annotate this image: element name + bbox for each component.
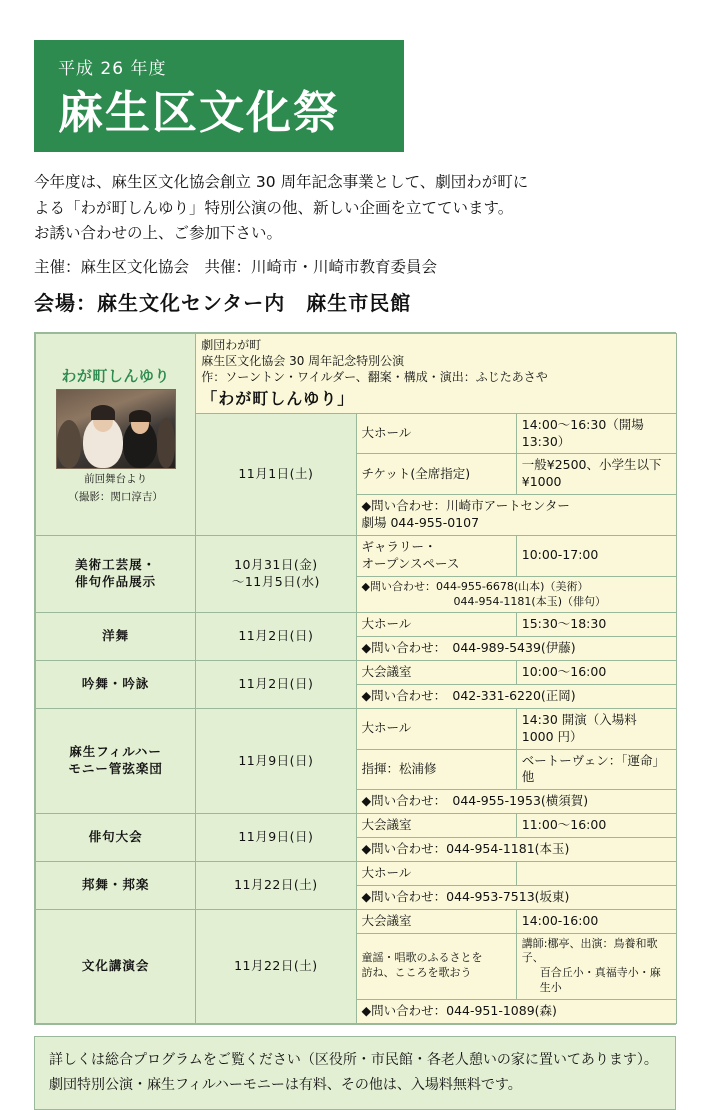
row-detail-0-1: 一般¥2500、小学生以下¥1000 [516,454,676,495]
row-detail-4-1: ベートーヴェン：「運命」他 [516,749,676,790]
row-contact-0 [356,495,677,536]
row-date-5: 11月9日(日) [196,814,356,862]
row-name-1-line2: 俳句作品展示 [75,574,157,590]
table-row [36,535,677,576]
schedule-table-wrapper [34,332,676,1025]
row-contact-5: ◆問い合わせ：044-954-1181(本玉) [356,838,677,862]
table-row [36,814,677,838]
row-detail-1-0: 10:00-17:00 [516,535,676,576]
row-place-5-0: 大会議室 [356,814,516,838]
footer-note [34,1036,676,1110]
row-place-2-0: 大ホール [356,613,516,637]
row-date-1 [196,535,356,612]
feature-note: 麻生区文化協会 30 周年記念特別公演 [201,353,405,368]
row-name-4-line2: モニー管弦楽団 [68,761,163,777]
row-place-7-1 [356,933,516,999]
table-row [36,909,677,933]
row-contact-1-line1: ◆問い合わせ：044-955-6678(山本)（美術） [361,579,589,593]
row-name-1-line1: 美術工芸展・ [75,557,157,573]
row-detail-6-0 [516,861,676,885]
feature-group: 劇団わが町 [201,337,262,352]
row-contact-0-line1: ◆問い合わせ：川崎市アートセンター [361,498,570,514]
row-name-4-line1: 麻生フィルハー [69,744,162,760]
row-contact-7: ◆問い合わせ：044-951-1089(森) [356,999,677,1023]
intro-text [34,170,676,319]
table-row [36,613,677,637]
row-place-7-1-line2: 訪ね、こころを歌おう [361,966,472,980]
row-date-1-line2: ～11月5日(水) [231,574,320,590]
row-place-6-0: 大ホール [356,861,516,885]
row-place-1-0 [356,535,516,576]
row-contact-1-line2: 044-954-1181(本玉)（俳句） [453,594,607,608]
row-date-1-line1: 10月31日(金) [234,557,318,573]
row-contact-0-line2: 劇場 044-955-0107 [361,515,480,531]
row-detail-0-0: 14:00～16:30（開場 13:30） [516,413,676,454]
photo-caption-line2: （撮影：関口淳吉） [68,490,163,503]
row-place-0-1: チケット(全席指定) [356,454,516,495]
footer-note-line2: 劇団特別公演・麻生フィルハーモニーは有料、その他は、入場料無料です。 [49,1077,522,1094]
row-place-4-1: 指揮：松浦修 [356,749,516,790]
row-name-7: 文化講演会 [36,909,196,1023]
row-contact-4: ◆問い合わせ： 044-955-1953(横須賀) [356,790,677,814]
poster-page [0,40,710,1094]
row-name-3: 吟舞・吟詠 [36,661,196,709]
row-place-7-1-line1: 童謡・唱歌のふるさとを [361,951,483,965]
row-place-4-0: 大ホール [356,708,516,749]
intro-line-1: 今年度は、麻生区文化協会創立 30 周年記念事業として、劇団わが町に [34,173,529,192]
row-detail-2-0: 15:30～18:30 [516,613,676,637]
intro-line-3: お誘い合わせの上、ご参加下さい。 [34,224,283,243]
row-name-4 [36,708,196,813]
row-date-0: 11月1日(土) [196,413,356,535]
row-place-0-0: 大ホール [356,413,516,454]
row-detail-5-0: 11:00～16:00 [516,814,676,838]
table-row [36,861,677,885]
feature-play-title: 「わが町しんゆり」 [201,389,355,409]
row-name-1 [36,535,196,612]
header-year: 平成 26 年度 [58,59,167,79]
row-name-2: 洋舞 [36,613,196,661]
table-row [36,661,677,685]
table-row [36,333,677,413]
row-contact-2: ◆問い合わせ： 044-989-5439(伊藤) [356,637,677,661]
row-detail-7-1-line1: 講師:梛亭、出演：鳥養和歌子、 [521,936,658,965]
organizers-line: 主催：麻生区文化協会 共催：川崎市・川崎市教育委員会 [34,257,438,276]
venue-line: 会場：麻生文化センター内 麻生市民館 [34,290,412,315]
header-band [34,40,404,152]
row-detail-7-1 [516,933,676,999]
row-name-5: 俳句大会 [36,814,196,862]
row-name-6: 邦舞・邦楽 [36,861,196,909]
row-contact-3: ◆問い合わせ： 042-331-6220(正岡) [356,684,677,708]
row-detail-7-1-line2: 百合丘小・真福寺小・麻生小 [539,966,661,995]
row-detail-4-0: 14:30 開演（入場料 1000 円） [516,708,676,749]
schedule-table [35,333,677,1024]
row-contact-1 [356,576,677,613]
feature-photo-title: わが町しんゆり [61,366,170,385]
row-detail-3-0: 10:00～16:00 [516,661,676,685]
row-date-6: 11月22日(土) [196,861,356,909]
row-date-7: 11月22日(土) [196,909,356,1023]
photo-caption-line1: 前回舞台より [84,473,148,486]
table-row [36,708,677,749]
stage-photo [56,389,176,469]
row-place-1-0-line2: オープンスペース [361,555,460,571]
page-title: 麻生区文化祭 [58,86,341,139]
row-contact-6: ◆問い合わせ：044-953-7513(坂東) [356,885,677,909]
row-place-7-0: 大会議室 [356,909,516,933]
feature-credits: 作：ソーントン・ワイルダー、翻案・構成・演出：ふじたあさや [201,369,548,384]
row-date-4: 11月9日(日) [196,708,356,813]
row-place-1-0-line1: ギャラリー・ [361,538,437,554]
feature-info-cell [196,333,677,413]
row-date-2: 11月2日(日) [196,613,356,661]
feature-photo-cell [36,333,196,535]
footer-note-line1: 詳しくは総合プログラムをご覧ください（区役所・市民館・各老人憩いの家に置いてあります）。 [49,1051,658,1068]
row-place-3-0: 大会議室 [356,661,516,685]
row-detail-7-0: 14:00-16:00 [516,909,676,933]
intro-line-2: よる「わが町しんゆり」特別公演の他、新しい企画を立てています。 [34,198,514,217]
row-date-3: 11月2日(日) [196,661,356,709]
